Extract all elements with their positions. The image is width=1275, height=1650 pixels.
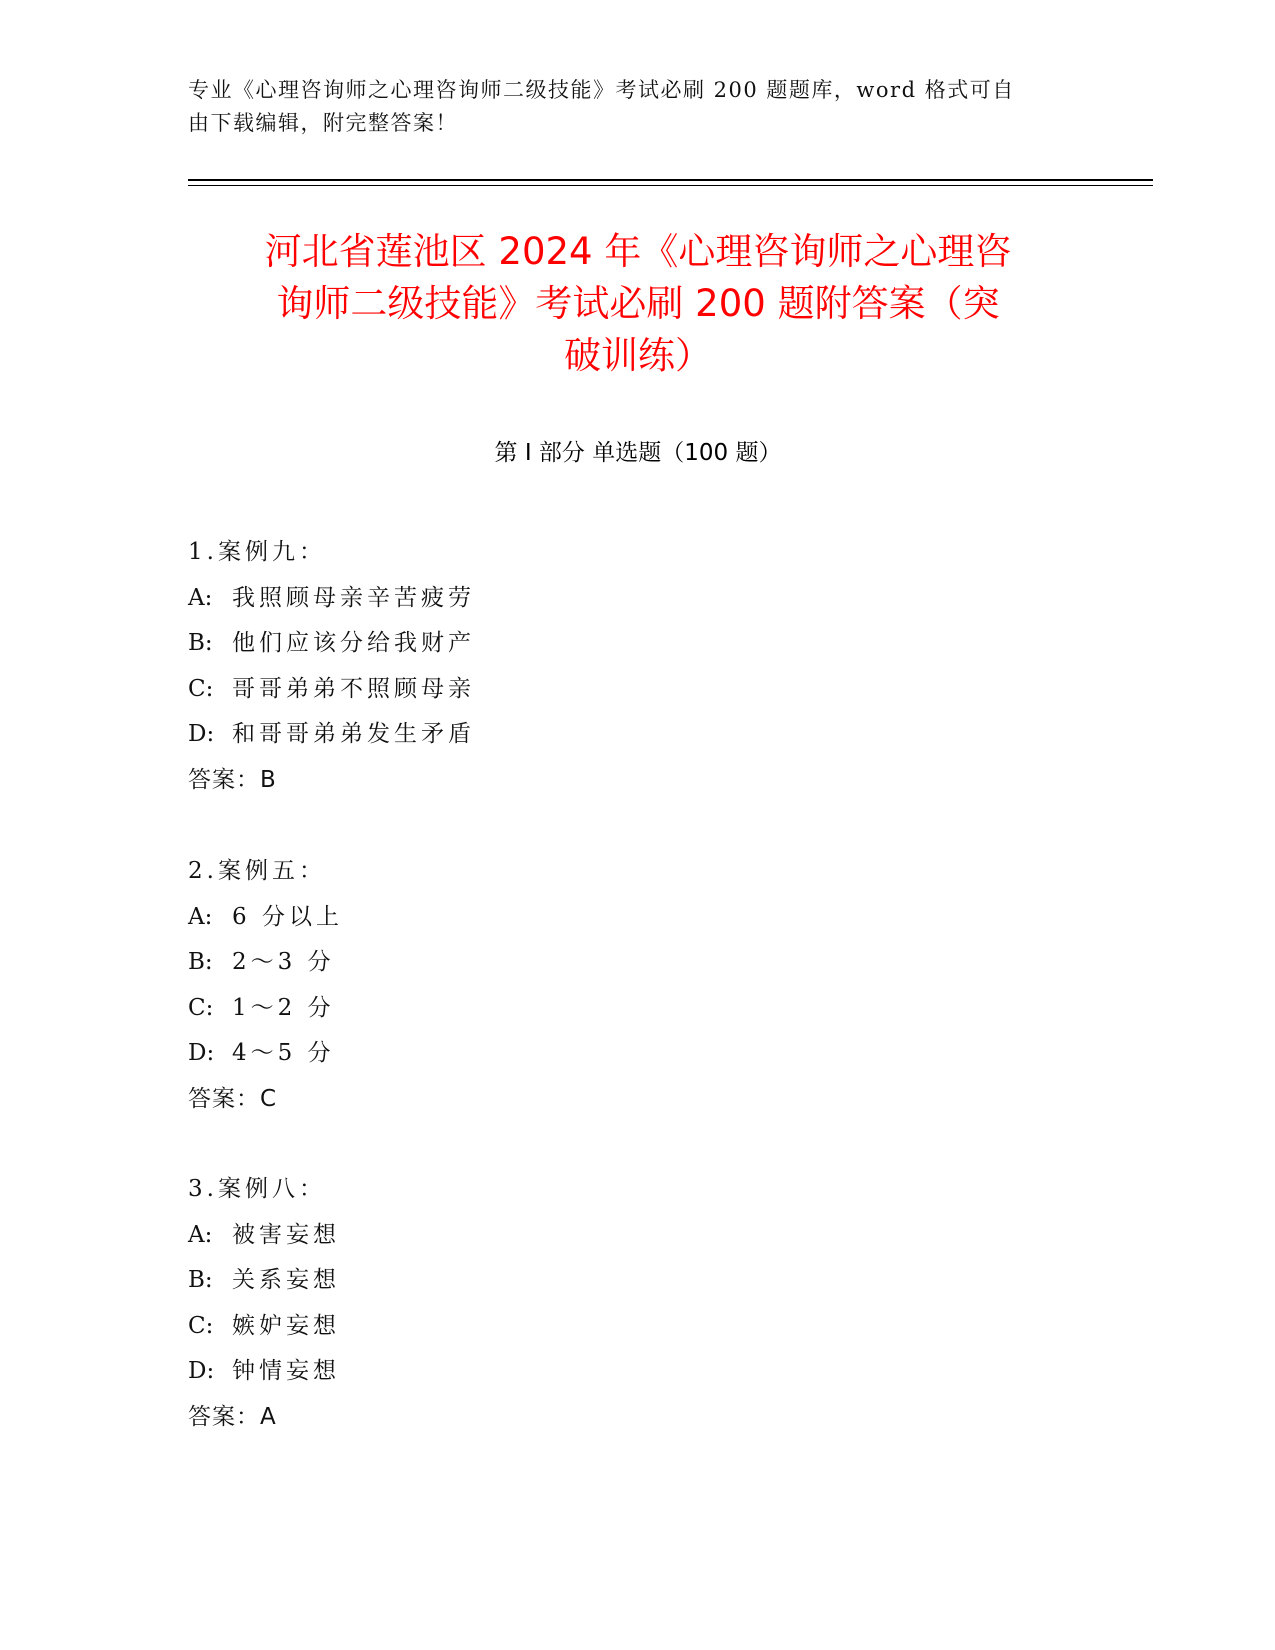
option-c [188,986,888,1032]
option-letter: C: [188,994,214,1021]
option-text: 被害妄想 [232,1221,340,1248]
option-text: 钟情妄想 [232,1358,340,1384]
option-text: 2～3 分 [232,949,335,975]
header-note-line: 由下载编辑，附完整答案！ [188,111,458,135]
option-text: 哥哥弟弟不照顾母亲 [232,675,475,702]
option-text: 关系妄想 [232,1267,340,1293]
title-line: 询师二级技能》考试必刷 200 题附答案（突 [276,282,1000,325]
option-text: 4～5 分 [232,1040,335,1066]
option-d [188,1031,888,1077]
option-text: 我照顾母亲辛苦疲劳 [232,584,475,611]
option-letter: A: [188,584,213,611]
option-b [188,940,888,986]
option-a [188,895,888,941]
option-letter: A: [188,1221,213,1248]
document-title [188,226,1088,382]
option-letter: B: [188,949,213,975]
question-stem: 3.案例八： [188,1176,326,1202]
question-item [188,530,888,803]
question-stem: 1.案例九： [188,539,326,565]
option-d [188,712,888,758]
answer-line: 答案：C [188,1085,278,1112]
section-heading: 第 I 部分 单选题（100 题） [494,440,782,466]
header-note [188,74,1068,140]
option-b [188,621,888,667]
option-letter: C: [188,675,214,702]
option-letter: A: [188,903,213,930]
header-note-line: 专业《心理咨询师之心理咨询师二级技能》考试必刷 200 题题库，word 格式可自 [188,78,1015,102]
header-divider-thin [188,185,1153,186]
option-letter: C: [188,1312,214,1339]
header-divider-thick [188,179,1153,181]
option-text: 1～2 分 [232,994,335,1021]
option-text: 嫉妒妄想 [232,1312,340,1339]
question-item [188,1167,888,1440]
option-a [188,1213,888,1259]
option-letter: D: [188,1358,215,1384]
answer-line: 答案：B [188,766,277,793]
option-d [188,1349,888,1395]
option-text: 他们应该分给我财产 [232,630,475,656]
option-text: 和哥哥弟弟发生矛盾 [232,721,475,747]
title-line: 河北省莲池区 2024 年《心理咨询师之心理咨 [264,230,1012,273]
option-c [188,1304,888,1350]
option-a [188,576,888,622]
option-c [188,667,888,713]
option-letter: B: [188,630,213,656]
option-letter: B: [188,1267,213,1293]
title-line: 破训练） [564,334,712,377]
question-item [188,849,888,1122]
option-letter: D: [188,1040,215,1066]
answer-line: 答案：A [188,1403,277,1430]
option-text: 6 分以上 [232,903,343,930]
question-stem: 2.案例五： [188,858,326,884]
option-b [188,1258,888,1304]
option-letter: D: [188,721,215,747]
